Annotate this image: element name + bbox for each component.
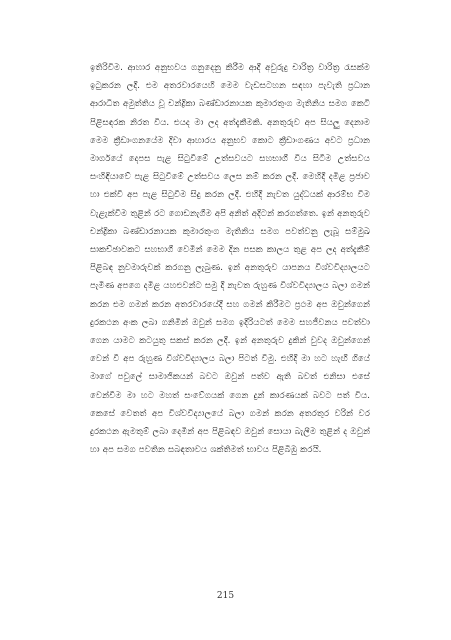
body-paragraph: ඉතිරිවිම. ආහාර අනුභවය ගනුදෙනු කිරීම ආදී අවුරුදු චාරිත්‍ර වාරිත්‍ර රැසක්ම ඉටුකරන ලදී. එම අතරවාරයෙහි මෙම වැඩසටහන සඳහා පැවැති ප්‍රධාන ආරාධිත අමුත්තිය වූ චන්ද්‍රිකා බණ්ඩාරනායක කුමාරතුංග මැතිනිය සමග කෙටි පිළිසඳරක නිරත විය. එයද මා ලද අත්දැකීමකි. අනතුරුව අප සියලු දෙනාම මෙම ක්‍රීඩාංගනයේම දිවා ආහාරය අනුභව කොට ක්‍රීඩාංගණය අවට ප්‍රධාන මාර්ගයේ දෙපස පැළ සිටුවීමේ උත්සවයට සහභාගී විය සිටීම උත්සවය සංහිඳියාවේ පැළ සිටුවීමේ උත්සවය ලෙස නම් කරන ලදී. මෙහිදී දමිළ ප්‍රජාව හා එක්වී අප පැළ සිටුවීම සිදු කරන ලදී. එහිදී නැවත යුද්ධයක් ආරම්භ වීම වැළැක්වීම තුළින් රට ගොඩනැගීම අපි අනිත් අදිටන් කරගත්තෙ. ඉන් අනතුරුව චන්ද්‍රිකා බණ්ඩාරනායක කුමාරතුංග මැතිනිය සමග පවත්වනු ලැබූ සම්මුඛ සාකච්ඡාවකට සහභාගී වෙමින් මෙම දින පසක කාලය තුළ අප ලද අත්දැකීම් පිළිබඳ නුවමාරුවක් කරගනු ලැබුණ. ඉන් අනතුරුව යාපනය විශ්වවිද්‍යාලයට පැමිණ අපගෙ දමිළ යහළුවන්ට සමු දී නැවත රුහුණ විශ්වවිද්‍යාලය බලා ගමන් කරන එම ගමන් කරන අතරවාරයේදී සහ ගමන් කිරීමට ප්‍රථම අප ඔවුන්ගෙන් දුරකථන අංක ලබා ගනිමින් ඔවුන් සමග ඉදිරියටත් මෙම සහජීවනය පවත්වා ගෙන යාමට කටයුතු සකස් කරන ලදී. ඉන් අනතුරුව දුකින් වුවද ඔවුන්ගෙන් වෙන් වී අප රුහුණ විශ්වවිද්‍යාලය බලා පිටත් වීමු. එහිදී මා හට හැඟී ගියේ මාගේ පවුලේ සාමාජිකයන් බවට ඔවුන් පත්ව ඇති බවත් එනිසා එසේ වෙන්වීම මා හට මහත් සංවේගයක් ගෙන දුන් කාරණයක් බවට පත් විය. කෙසේ වෙතත් අප විශ්වවිද්‍යාලයේ බලා ගමන් කරන අතරතුර වරින් වර දුරකථන ඇමතුම් ලබා දෙමින් අප පිළිබඳව ඔවුන් සොයා බැලීම තුළින් ද ඔවුන් හා අප සමග පවතින සබඳතාවය ශක්තිමත් භාවය පිළිබිඹු කරයි. (90, 63, 370, 456)
page-number: 215 (216, 591, 235, 601)
